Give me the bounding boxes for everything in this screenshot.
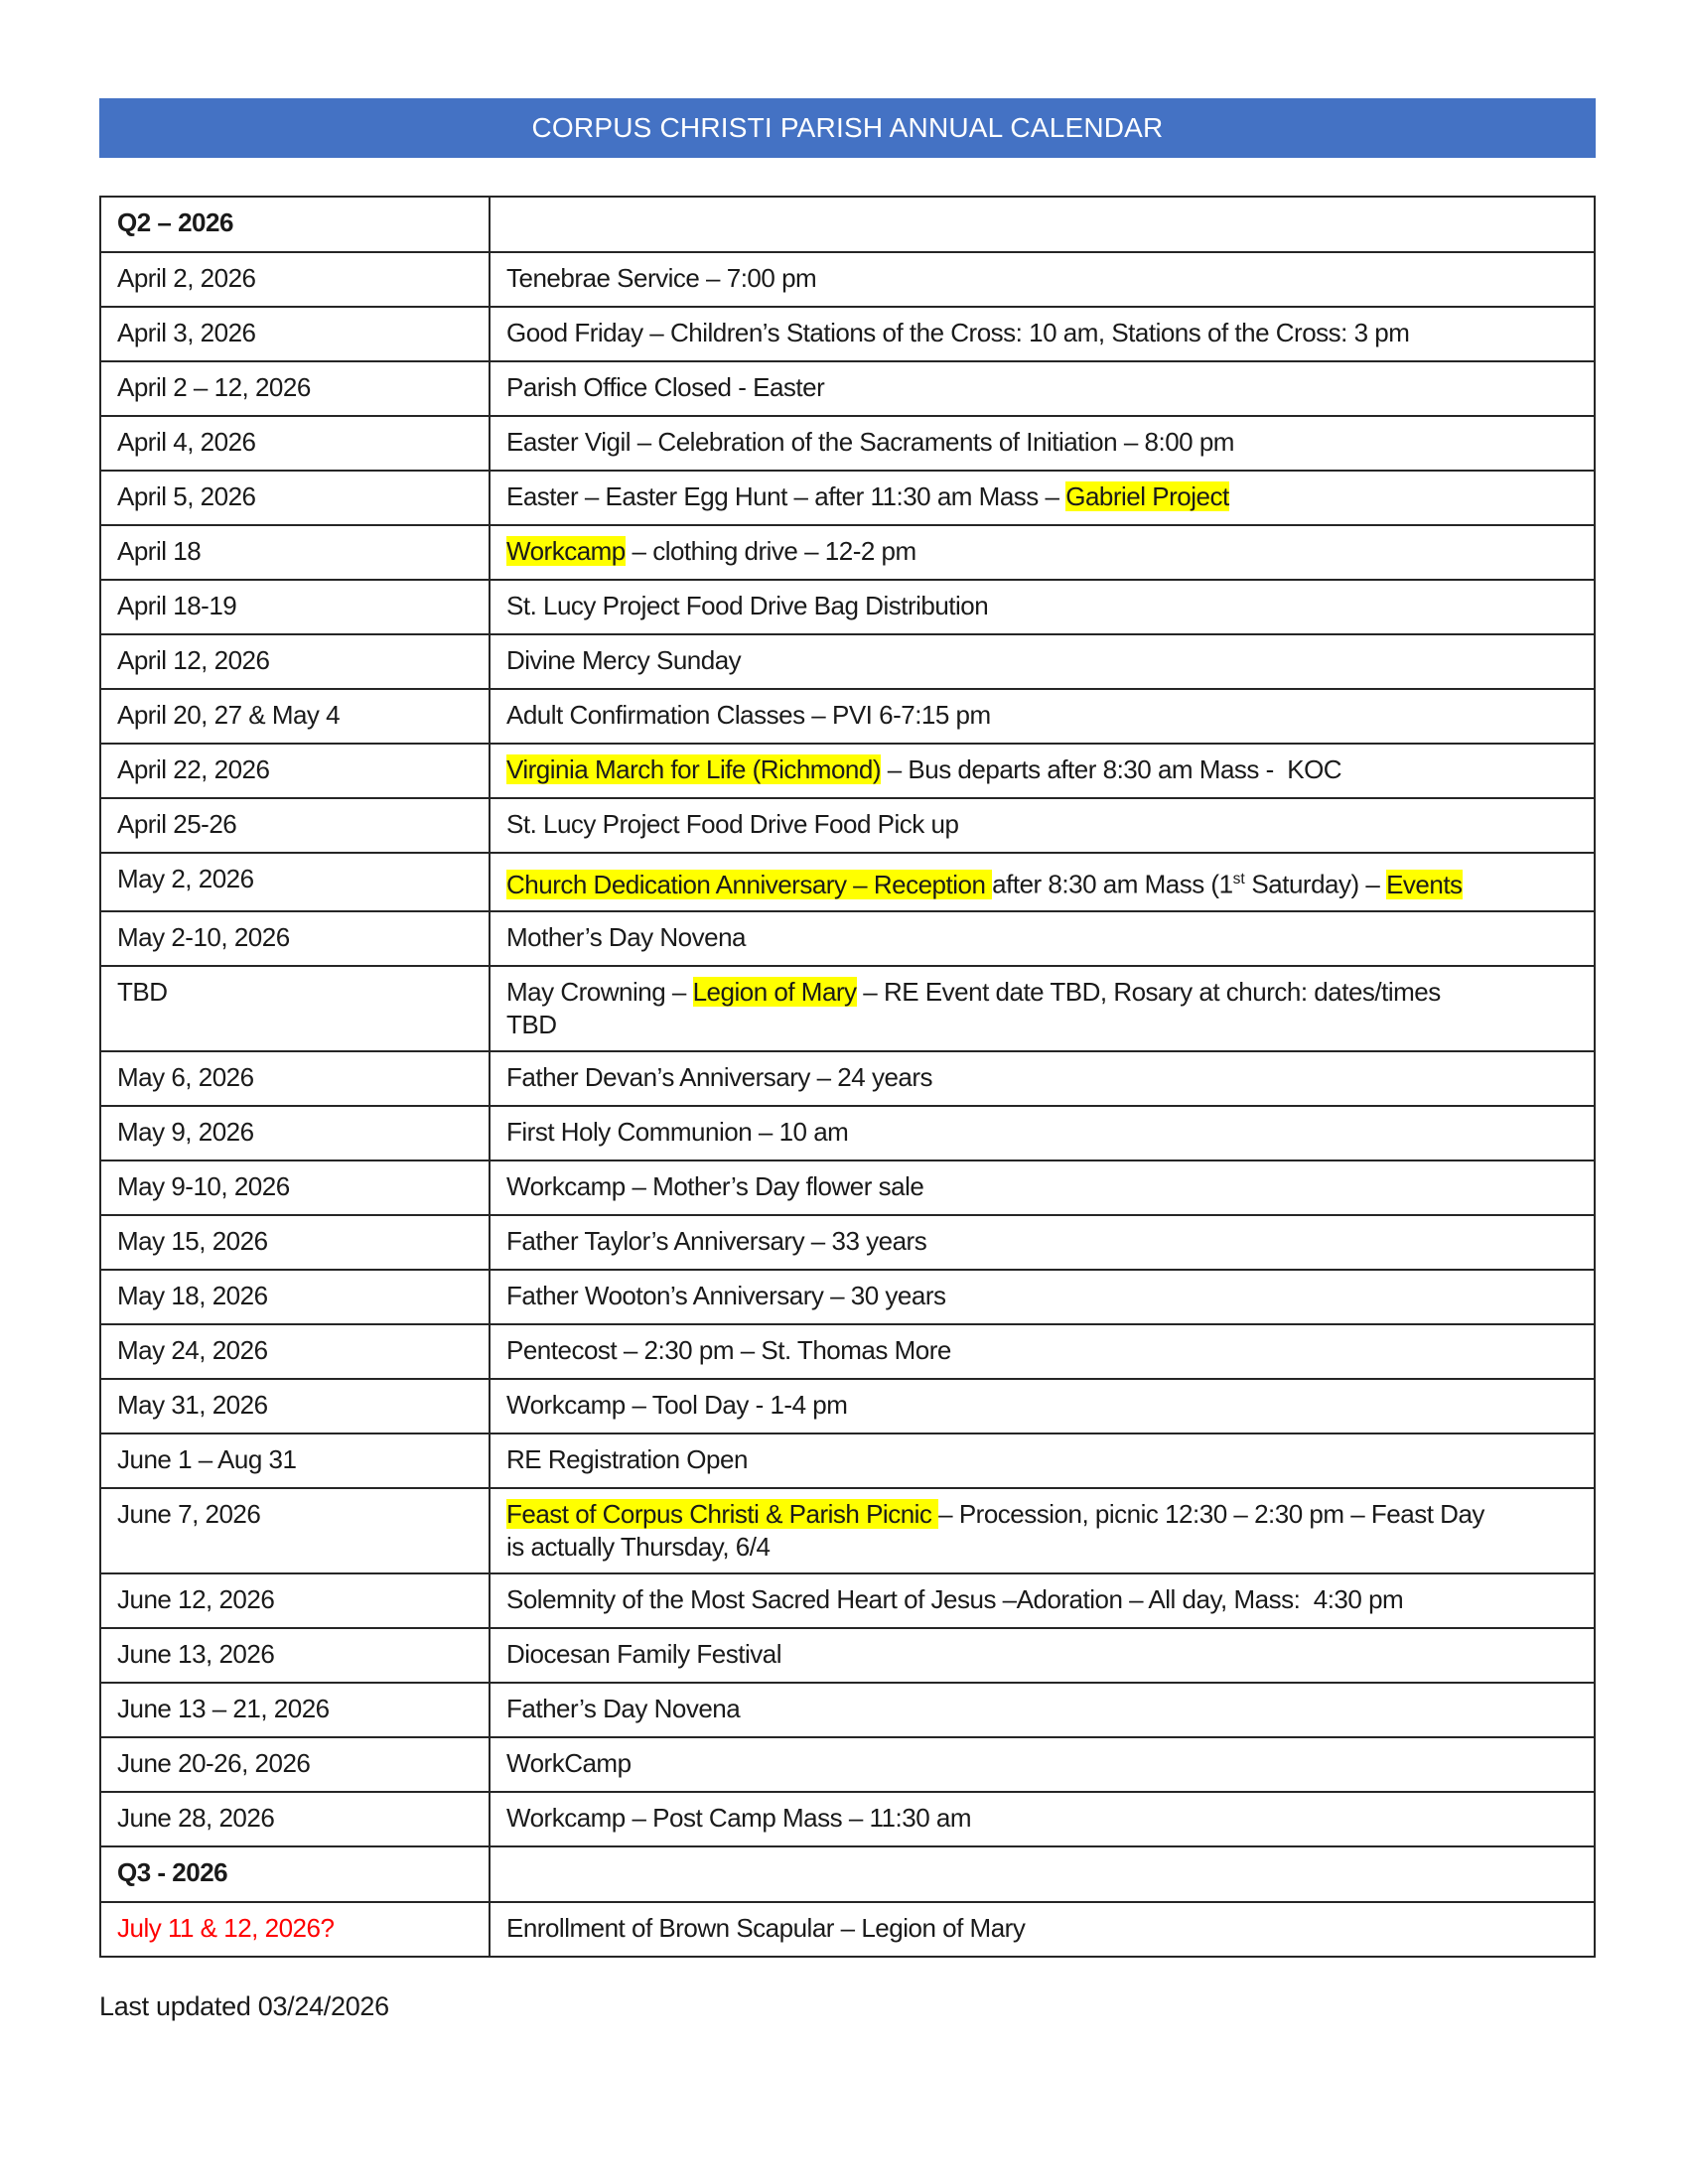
event-cell	[491, 1216, 1594, 1269]
event-text: WorkCamp	[506, 1747, 632, 1778]
table-row	[101, 526, 1594, 581]
table-row	[101, 912, 1594, 967]
event-cell	[491, 1271, 1594, 1323]
event-text: – clothing drive – 12-2 pm	[625, 536, 916, 566]
highlighted-text: Virginia March for Life (Richmond)	[506, 754, 881, 784]
event-cell	[491, 1161, 1594, 1214]
title-bar	[99, 98, 1596, 158]
event-text: Father Wooton’s Anniversary – 30 years	[506, 1280, 946, 1310]
date-cell: April 5, 2026	[101, 472, 491, 524]
event-cell	[491, 1903, 1594, 1956]
date-cell: TBD	[101, 967, 491, 1050]
event-text: Easter – Easter Egg Hunt – after 11:30 am Mass –	[506, 481, 1066, 511]
event-cell	[491, 581, 1594, 633]
table-row	[101, 967, 1594, 1052]
event-cell	[491, 854, 1594, 910]
date-cell: Q2 – 2026	[101, 198, 491, 251]
event-text: Enrollment of Brown Scapular – Legion of Mary	[506, 1912, 1026, 1943]
superscript-text: st	[1232, 871, 1245, 887]
table-row	[101, 472, 1594, 526]
event-cell	[491, 1793, 1594, 1845]
table-row	[101, 1161, 1594, 1216]
event-text: TBD	[506, 1009, 557, 1039]
date-cell: April 2, 2026	[101, 253, 491, 306]
date-cell: May 2-10, 2026	[101, 912, 491, 965]
date-cell: June 13, 2026	[101, 1629, 491, 1682]
date-cell: April 18	[101, 526, 491, 579]
table-row	[101, 308, 1594, 362]
calendar-table	[99, 196, 1596, 1958]
date-cell: June 13 – 21, 2026	[101, 1684, 491, 1736]
table-row	[101, 417, 1594, 472]
highlighted-text: Church Dedication Anniversary – Reception	[506, 869, 993, 899]
event-text: is actually Thursday, 6/4	[506, 1531, 771, 1562]
event-cell	[491, 1325, 1594, 1378]
event-text: Workcamp – Tool Day - 1-4 pm	[506, 1389, 848, 1420]
date-cell: June 20-26, 2026	[101, 1738, 491, 1791]
event-cell	[491, 1052, 1594, 1105]
highlighted-text: Legion of Mary	[692, 976, 857, 1007]
event-text: – Procession, picnic 12:30 – 2:30 pm – Feast Day	[938, 1498, 1484, 1529]
event-text: RE Registration Open	[506, 1443, 748, 1474]
event-text: Father Devan’s Anniversary – 24 years	[506, 1061, 933, 1092]
date-cell: May 18, 2026	[101, 1271, 491, 1323]
table-row	[101, 635, 1594, 690]
event-text: Saturday) –	[1244, 869, 1387, 899]
table-row	[101, 581, 1594, 635]
event-cell	[491, 1434, 1594, 1487]
event-text: Tenebrae Service – 7:00 pm	[506, 263, 817, 293]
event-text: Father Taylor’s Anniversary – 33 years	[506, 1225, 927, 1256]
event-cell	[491, 362, 1594, 415]
highlighted-text: Gabriel Project	[1065, 481, 1229, 511]
table-row	[101, 799, 1594, 854]
event-text: Easter Vigil – Celebration of the Sacraments of Initiation – 8:00 pm	[506, 427, 1234, 457]
event-text: – Bus departs after 8:30 am Mass - KOC	[881, 754, 1342, 784]
event-cell	[491, 1380, 1594, 1433]
event-cell	[491, 1684, 1594, 1736]
table-row	[101, 1629, 1594, 1684]
event-cell	[491, 1574, 1594, 1627]
date-cell: May 24, 2026	[101, 1325, 491, 1378]
date-cell: April 12, 2026	[101, 635, 491, 688]
event-cell	[491, 417, 1594, 470]
date-cell: May 6, 2026	[101, 1052, 491, 1105]
event-text: after 8:30 am Mass (1	[992, 869, 1233, 899]
date-cell: April 25-26	[101, 799, 491, 852]
event-cell	[491, 308, 1594, 360]
date-cell: April 18-19	[101, 581, 491, 633]
table-row	[101, 1903, 1594, 1958]
table-row	[101, 253, 1594, 308]
table-row	[101, 1738, 1594, 1793]
event-cell	[491, 1629, 1594, 1682]
date-cell: June 1 – Aug 31	[101, 1434, 491, 1487]
event-cell	[491, 1847, 1594, 1901]
date-cell: May 31, 2026	[101, 1380, 491, 1433]
table-row	[101, 1380, 1594, 1434]
table-row	[101, 1216, 1594, 1271]
event-cell	[491, 198, 1594, 251]
table-row	[101, 690, 1594, 745]
event-text: St. Lucy Project Food Drive Bag Distribution	[506, 591, 989, 620]
date-cell: April 22, 2026	[101, 745, 491, 797]
date-cell: April 2 – 12, 2026	[101, 362, 491, 415]
date-cell: April 20, 27 & May 4	[101, 690, 491, 743]
event-text: – RE Event date TBD, Rosary at church: dates/times	[856, 976, 1441, 1007]
table-row	[101, 1574, 1594, 1629]
table-row	[101, 1489, 1594, 1574]
event-cell	[491, 799, 1594, 852]
table-row	[101, 1271, 1594, 1325]
highlighted-text: Feast of Corpus Christi & Parish Picnic	[506, 1498, 939, 1529]
date-cell: June 28, 2026	[101, 1793, 491, 1845]
section-row	[101, 198, 1594, 253]
event-text: May Crowning –	[506, 976, 693, 1007]
date-cell: June 12, 2026	[101, 1574, 491, 1627]
table-row	[101, 1325, 1594, 1380]
table-row	[101, 362, 1594, 417]
last-updated-note: Last updated 03/24/2026	[99, 1990, 389, 2021]
table-row	[101, 1052, 1594, 1107]
event-text: St. Lucy Project Food Drive Food Pick up	[506, 809, 959, 839]
event-cell	[491, 967, 1594, 1050]
event-text: Adult Confirmation Classes – PVI 6-7:15 pm	[506, 700, 991, 730]
event-cell	[491, 1107, 1594, 1160]
table-row	[101, 1684, 1594, 1738]
table-row	[101, 1434, 1594, 1489]
event-cell	[491, 635, 1594, 688]
event-text: Pentecost – 2:30 pm – St. Thomas More	[506, 1334, 951, 1365]
event-cell	[491, 1738, 1594, 1791]
event-text: First Holy Communion – 10 am	[506, 1116, 849, 1147]
event-text: Diocesan Family Festival	[506, 1638, 781, 1669]
table-row	[101, 1793, 1594, 1847]
highlighted-text: Events	[1386, 869, 1463, 899]
event-cell	[491, 690, 1594, 743]
event-cell	[491, 472, 1594, 524]
table-row	[101, 1107, 1594, 1161]
date-cell: May 2, 2026	[101, 854, 491, 910]
date-cell: May 9, 2026	[101, 1107, 491, 1160]
highlighted-text: Workcamp	[506, 536, 626, 566]
document-content	[99, 98, 1596, 2022]
section-row	[101, 1847, 1594, 1903]
date-cell: May 9-10, 2026	[101, 1161, 491, 1214]
date-cell: April 3, 2026	[101, 308, 491, 360]
event-text: Mother’s Day Novena	[506, 921, 746, 952]
event-cell	[491, 526, 1594, 579]
event-cell	[491, 253, 1594, 306]
event-text: Workcamp – Post Camp Mass – 11:30 am	[506, 1802, 972, 1833]
date-cell: July 11 & 12, 2026?	[101, 1903, 491, 1956]
event-text: Divine Mercy Sunday	[506, 645, 742, 675]
event-text: Solemnity of the Most Sacred Heart of Jesus –Adoration – All day, Mass: 4:30 pm	[506, 1583, 1404, 1614]
event-text: Good Friday – Children’s Stations of the Cross: 10 am, Stations of the Cross: 3 pm	[506, 318, 1410, 347]
table-row	[101, 854, 1594, 912]
event-cell	[491, 1489, 1594, 1572]
event-cell	[491, 745, 1594, 797]
date-cell: May 15, 2026	[101, 1216, 491, 1269]
event-cell	[491, 912, 1594, 965]
event-text: Father’s Day Novena	[506, 1693, 741, 1723]
page-title: CORPUS CHRISTI PARISH ANNUAL CALENDAR	[531, 112, 1164, 143]
table-row	[101, 745, 1594, 799]
date-cell: Q3 - 2026	[101, 1847, 491, 1901]
date-cell: June 7, 2026	[101, 1489, 491, 1572]
event-text: Parish Office Closed - Easter	[506, 372, 825, 402]
event-text: Workcamp – Mother’s Day flower sale	[506, 1170, 924, 1201]
date-cell: April 4, 2026	[101, 417, 491, 470]
